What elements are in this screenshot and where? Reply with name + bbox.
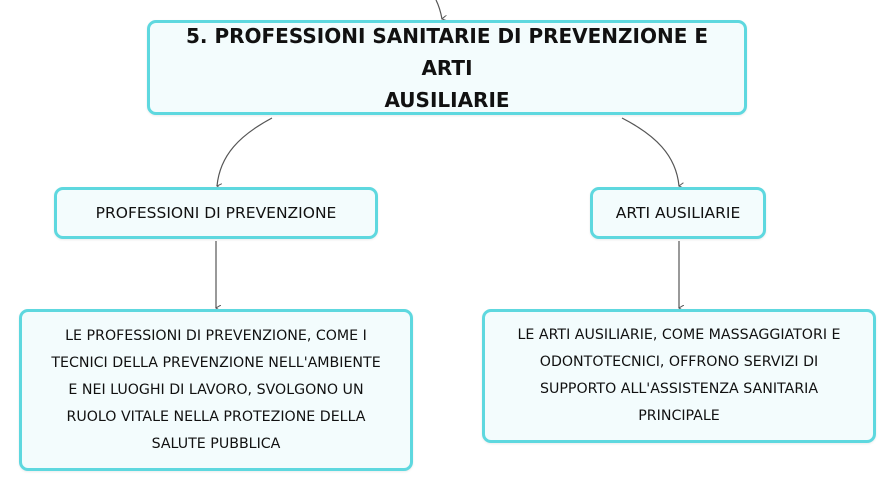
topic-node-professioni-di-prevenzione[interactable] bbox=[54, 187, 378, 239]
detail-line: ODONTOTECNICI, OFFRONO SERVIZI DI bbox=[539, 354, 819, 370]
detail-node-professioni-di-prevenzione[interactable] bbox=[19, 309, 413, 471]
detail-node-arti-ausiliarie[interactable] bbox=[482, 309, 876, 443]
detail-line: TECNICI DELLA PREVENZIONE NELL'AMBIENTE bbox=[51, 354, 381, 371]
topic-label-professioni-di-prevenzione: PROFESSIONI DI PREVENZIONE bbox=[95, 204, 337, 222]
detail-text-professioni-di-prevenzione bbox=[51, 323, 380, 458]
root-title-line-2: AUSILIARIE bbox=[384, 87, 510, 112]
detail-line: LE ARTI AUSILIARIE, COME MASSAGGIATORI E bbox=[517, 327, 841, 343]
detail-line: RUOLO VITALE NELLA PROTEZIONE DELLA bbox=[66, 408, 366, 425]
detail-line: E NEI LUOGHI DI LAVORO, SVOLGONO UN bbox=[68, 381, 364, 398]
detail-line: SALUTE PUBBLICA bbox=[151, 435, 281, 452]
detail-line: SUPPORTO ALL'ASSISTENZA SANITARIA bbox=[539, 381, 819, 397]
detail-line: LE PROFESSIONI DI PREVENZIONE, COME I bbox=[65, 327, 367, 344]
detail-line: PRINCIPALE bbox=[638, 408, 720, 424]
topic-label-arti-ausiliarie: ARTI AUSILIARIE bbox=[615, 204, 741, 222]
topic-node-arti-ausiliarie[interactable] bbox=[590, 187, 766, 239]
connector-root-to-prevenzione bbox=[217, 118, 272, 186]
detail-text-arti-ausiliarie bbox=[518, 322, 841, 430]
root-topic-title bbox=[164, 20, 730, 116]
connector-root-to-ausiliarie bbox=[622, 118, 679, 186]
root-title-line-1: 5. PROFESSIONI SANITARIE DI PREVENZIONE E ARTI bbox=[185, 23, 709, 80]
root-topic-node[interactable] bbox=[147, 20, 747, 115]
incoming-connector bbox=[436, 0, 442, 19]
